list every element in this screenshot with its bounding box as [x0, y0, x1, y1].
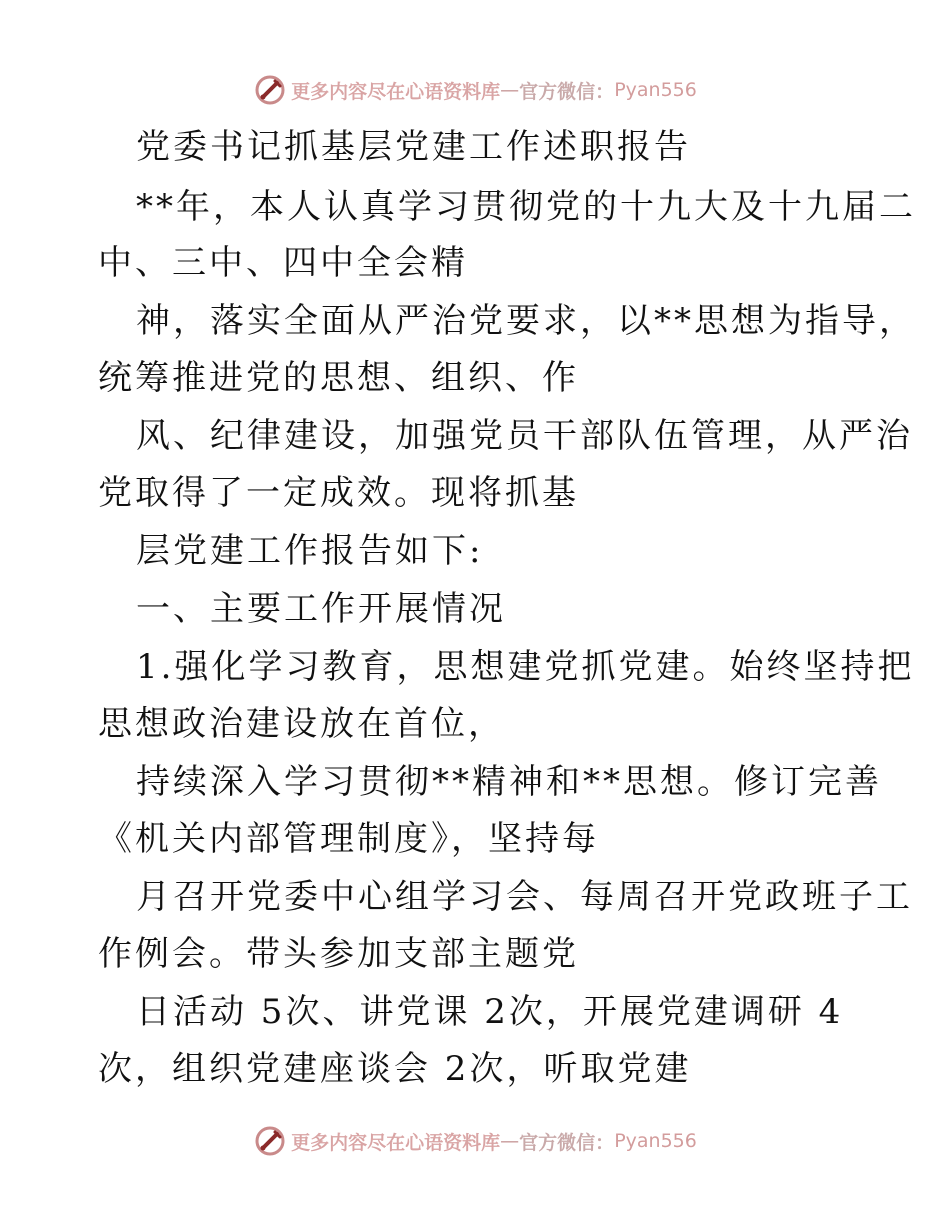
watermark-logo-icon — [253, 1124, 287, 1158]
watermark-dash: — — [500, 79, 520, 101]
watermark-wechat-id: Pyan556 — [614, 1130, 697, 1152]
paragraph-line: 中、三中、四中全会精 — [98, 243, 468, 283]
paragraph-line: 1.强化学习教育，思想建党抓党建。始终坚持把 — [136, 647, 915, 687]
paragraph-line: **年，本人认真学习贯彻党的十九大及十九届二 — [136, 187, 916, 227]
paragraph-line: 月召开党委中心组学习会、每周召开党政班子工 — [136, 877, 913, 917]
paragraph-line: 《机关内部管理制度》，坚持每 — [98, 819, 599, 859]
paragraph-line: 风、纪律建设，加强党员干部队伍管理，从严治 — [136, 416, 913, 456]
watermark-footer — [0, 1119, 950, 1163]
watermark-dash: — — [500, 1130, 520, 1152]
paragraph-line: 日活动 5次、讲党课 2次，开展党建调研 4 — [136, 992, 844, 1032]
watermark-text: 更多内容尽在心语资料库 — [291, 1131, 501, 1154]
paragraph-line: 思想政治建设放在首位， — [98, 704, 505, 744]
section-heading: 一、主要工作开展情况 — [136, 589, 506, 629]
document-title: 党委书记抓基层党建工作述职报告 — [136, 127, 691, 167]
paragraph-line: 次，组织党建座谈会 2次，听取党建 — [98, 1049, 692, 1089]
watermark-wechat-id: Pyan556 — [614, 79, 697, 101]
watermark-label: 官方微信： — [519, 80, 615, 103]
paragraph-line: 神，落实全面从严治党要求，以**思想为指导， — [136, 301, 916, 341]
paragraph-line: 层党建工作报告如下: — [136, 531, 484, 571]
paragraph-line: 党取得了一定成效。现将抓基 — [98, 473, 579, 513]
paragraph-line: 统筹推进党的思想、组织、作 — [98, 358, 579, 398]
paragraph-line: 持续深入学习贯彻**精神和**思想。修订完善 — [136, 762, 882, 802]
watermark-text: 更多内容尽在心语资料库 — [291, 80, 501, 103]
watermark-label: 官方微信： — [519, 1131, 615, 1154]
paragraph-line: 作例会。带头参加支部主题党 — [98, 934, 579, 974]
